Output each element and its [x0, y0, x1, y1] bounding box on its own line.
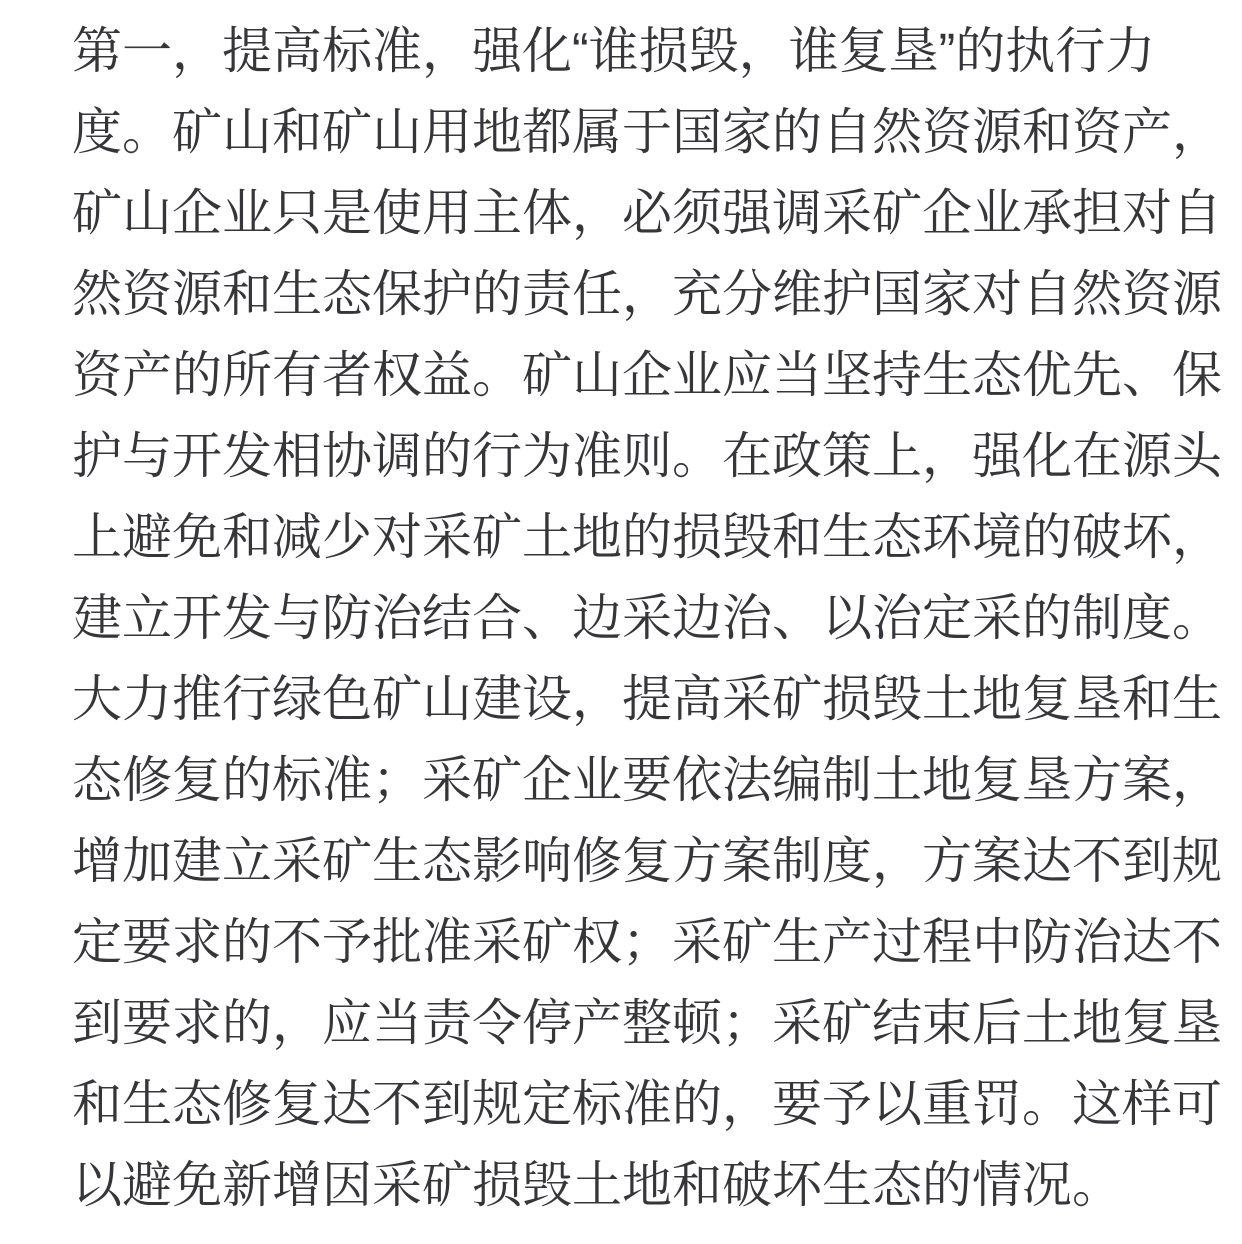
text-line: 然资源和生态保护的责任，充分维护国家对自然资源: [72, 266, 1222, 322]
text-line: 态修复的标准；采矿企业要依法编制土地复垦方案，: [72, 752, 1222, 808]
text-line: 资产的所有者权益。矿山企业应当坚持生态优先、保: [72, 347, 1222, 403]
text-line: 第一，提高标准，强化“谁损毁，谁复垦”的执行力: [72, 23, 1156, 79]
text-line: 度。矿山和矿山用地都属于国家的自然资源和资产，: [72, 104, 1222, 160]
text-line: 护与开发相协调的行为准则。在政策上，强化在源头: [72, 428, 1222, 484]
text-line: 和生态修复达不到规定标准的，要予以重罚。这样可: [72, 1076, 1222, 1132]
text-line: 定要求的不予批准采矿权；采矿生产过程中防治达不: [72, 914, 1222, 970]
text-line: 建立开发与防治结合、边采边治、以治定采的制度。: [72, 590, 1222, 646]
text-line: 增加建立采矿生态影响修复方案制度，方案达不到规: [72, 833, 1222, 889]
text-line: 以避免新增因采矿损毁土地和破坏生态的情况。: [72, 1157, 1122, 1213]
paragraph: [72, 11, 1242, 1226]
text-line: 矿山企业只是使用主体，必须强调采矿企业承担对自: [72, 185, 1222, 241]
text-line: 到要求的，应当责令停产整顿；采矿结束后土地复垦: [72, 995, 1222, 1051]
text-line: 大力推行绿色矿山建设，提高采矿损毁土地复垦和生: [72, 671, 1222, 727]
text-line: 上避免和减少对采矿土地的损毁和生态环境的破坏，: [72, 509, 1222, 565]
